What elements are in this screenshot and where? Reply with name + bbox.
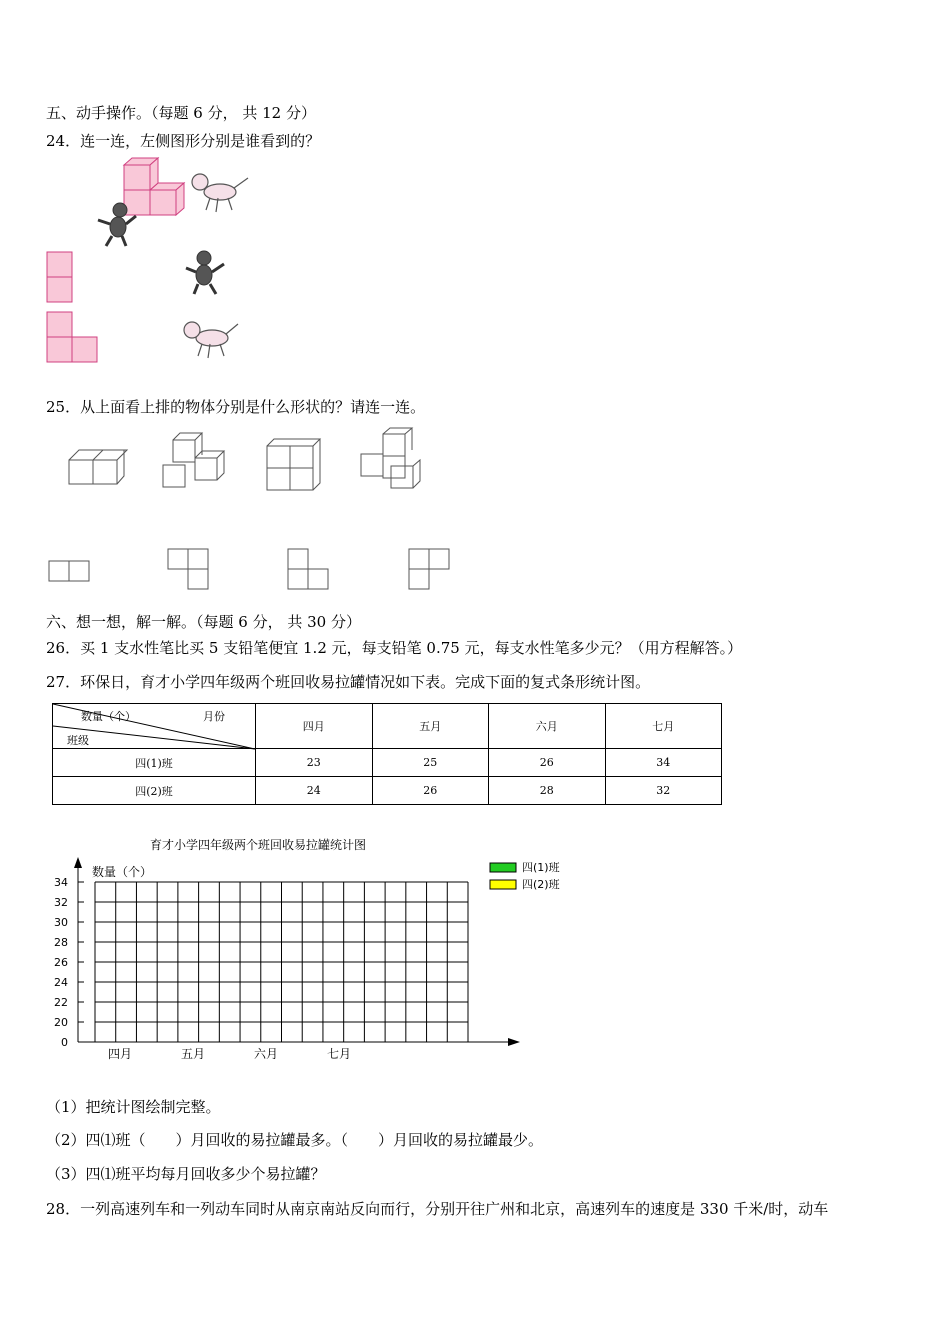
x-axis-arrow	[508, 1038, 520, 1046]
y-tick-label: 34	[54, 876, 68, 889]
question-27-sub2: （2）四⑴班（ ）月回收的易拉罐最多。（ ）月回收的易拉罐最少。	[46, 1131, 544, 1149]
y-tick-label: 26	[54, 956, 68, 969]
y-tick-label: 30	[54, 916, 68, 929]
table-cell: 32	[605, 777, 722, 805]
table-cell: 23	[256, 749, 373, 777]
legend-swatch-class2	[490, 880, 516, 889]
x-tick-label: 四月	[107, 1047, 133, 1061]
question-26: 26．买 1 支水性笔比买 5 支铅笔便宜 1.2 元，每支铅笔 0.75 元，每支水性笔多少元？（用方程解答。）	[46, 639, 743, 657]
y-tick-label: 28	[54, 936, 68, 949]
y-tick-label: 22	[54, 996, 68, 1009]
question-27-sub3: （3）四⑴班平均每月回收多少个易拉罐？	[46, 1165, 326, 1183]
top-view-3	[287, 548, 331, 592]
block-figure-2	[160, 430, 226, 492]
y-axis-arrow	[74, 857, 82, 868]
x-tick-label: 六月	[253, 1047, 279, 1061]
question-28: 28．一列高速列车和一列动车同时从南京南站反向而行，分别开往广州和北京，高速列车的速度是 330 千米/时，动车	[46, 1200, 829, 1218]
x-tick-label: 五月	[180, 1047, 206, 1061]
section5-title: 五、动手操作。（每题 6 分， 共 12 分）	[46, 104, 316, 122]
y-tick-label: 32	[54, 896, 68, 909]
block-figure-4	[358, 426, 426, 492]
table-header-month: 四月	[256, 704, 373, 749]
data-table	[52, 703, 722, 805]
y-tick-label: 24	[54, 976, 68, 989]
corner-right-label: 月份	[203, 710, 225, 723]
table-row-label: 四(1)班	[53, 749, 256, 777]
monkey-icon	[182, 248, 228, 296]
legend-label-class2: 四(2)班	[522, 878, 560, 891]
chart-ylabel: 数量（个）	[92, 865, 153, 879]
legend-swatch-class1	[490, 863, 516, 872]
section6-title: 六、想一想，解一解。（每题 6 分， 共 30 分）	[46, 613, 361, 631]
y-tick-label: 0	[61, 1036, 68, 1049]
corner-top-label: 数量（个）	[81, 710, 136, 723]
dog-icon	[188, 170, 250, 215]
top-view-4	[408, 548, 452, 592]
table-header-month: 六月	[489, 704, 606, 749]
table-header-month: 五月	[372, 704, 489, 749]
x-tick-label: 七月	[326, 1047, 352, 1061]
question-27-sub1: （1）把统计图绘制完整。	[46, 1098, 221, 1116]
table-cell: 26	[489, 749, 606, 777]
chart-title: 育才小学四年级两个班回收易拉罐统计图	[149, 838, 367, 852]
y-tick-label: 20	[54, 1016, 68, 1029]
block-figure-1	[66, 446, 126, 488]
table-cell: 34	[605, 749, 722, 777]
table-header-month: 七月	[605, 704, 722, 749]
dog-icon	[182, 318, 242, 360]
corner-bottom-label: 班级	[67, 734, 89, 747]
monkey-icon	[92, 200, 142, 250]
table-cell: 24	[256, 777, 373, 805]
table-cell: 28	[489, 777, 606, 805]
block-figure-3	[264, 436, 324, 492]
question-24: 24．连一连，左侧图形分别是谁看到的？	[46, 132, 321, 150]
question-27: 27．环保日，育才小学四年级两个班回收易拉罐情况如下表。完成下面的复式条形统计图。	[46, 673, 651, 691]
side-view-figure	[46, 311, 100, 363]
bar-chart	[40, 830, 600, 1070]
table-cell: 25	[372, 749, 489, 777]
table-row-label: 四(2)班	[53, 777, 256, 805]
table-corner-cell	[53, 704, 256, 749]
question-25: 25．从上面看上排的物体分别是什么形状的？请连一连。	[46, 398, 426, 416]
legend-label-class1: 四(1)班	[522, 861, 560, 874]
table-cell: 26	[372, 777, 489, 805]
front-view-figure	[46, 251, 74, 303]
top-view-2	[167, 548, 211, 592]
top-view-1	[48, 560, 92, 584]
